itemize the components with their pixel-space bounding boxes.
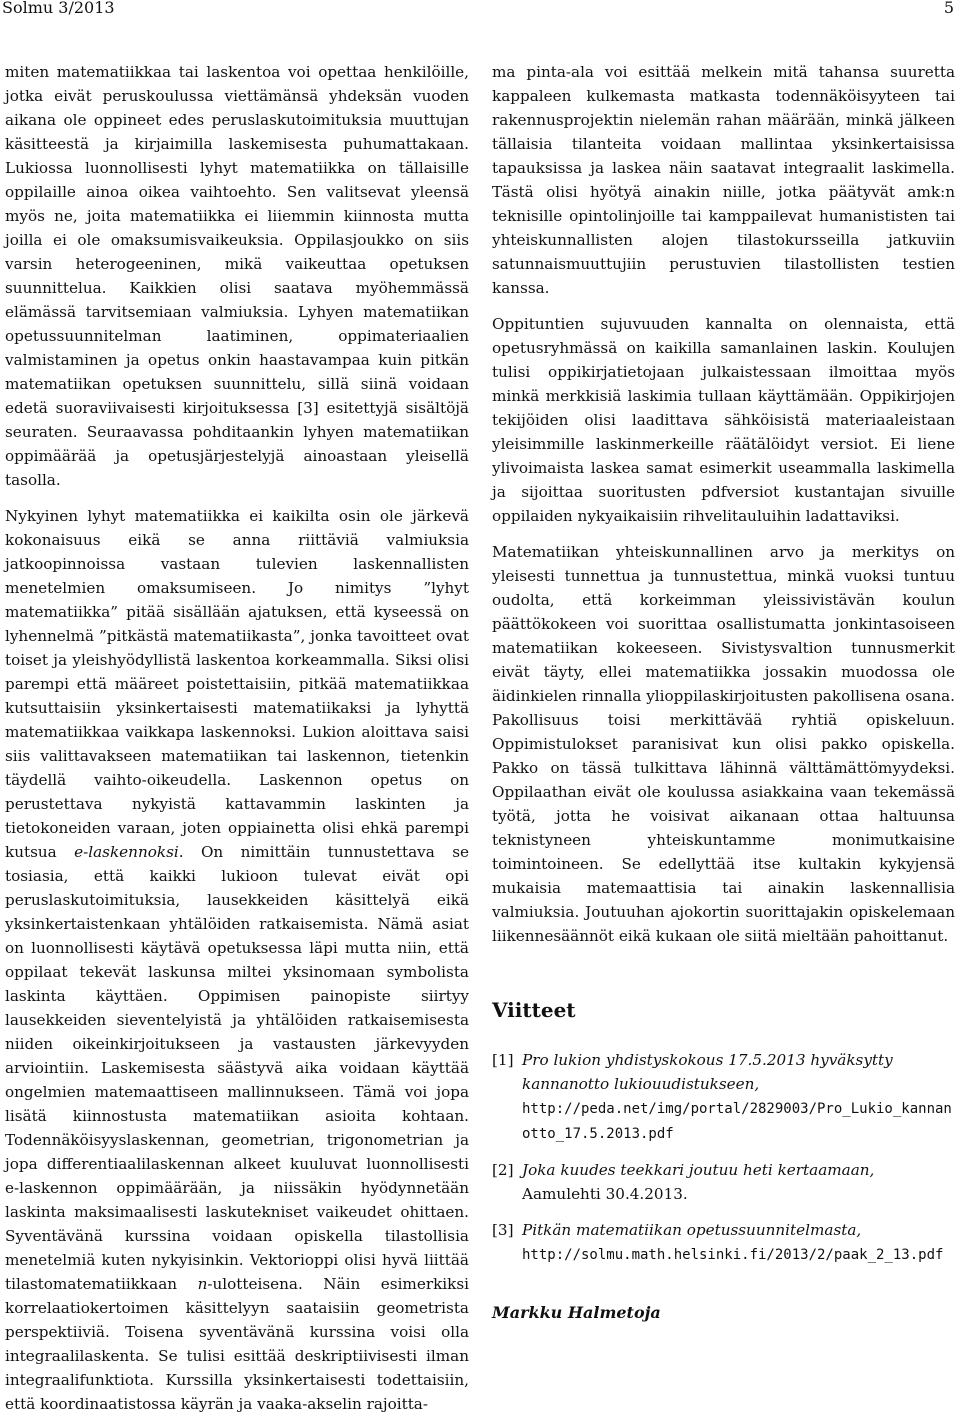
reference-number: [2] xyxy=(492,1161,514,1179)
math-variable: n xyxy=(197,1275,208,1293)
journal-issue: Solmu 3/2013 xyxy=(2,0,115,17)
paragraph: miten matematiikkaa tai laskentoa voi opettaa henkilöille, jotka eivät peruskoulussa viettämänsä yhdeksän vuoden aikana ole oppineet edes peruslaskutoimituksia muuttujan käsitteestä ja kirjaimilla laskemisesta puhumattakaan. Lukiossa luonnollisesti lyhyt matematiikka on tällaisille oppilaille ainoa oikea vaihtoehto. Sen valitsevat yleensä myös ne, joita matematiikka ei liiemmin kiinnosta mutta joilla ei ole omaksumisvaikeuksia. Oppilasjoukko on siis varsin heterogeeninen, mikä vaikeuttaa opetuksen suunnittelua. Kaikkien olisi saatava myöhemmässä elämässä tarvitsemiaan valmiuksia. Lyhyen matematiikan opetussuunnitelman laatiminen, oppimateriaalien valmistaminen ja opetus onkin haastavampaa kuin pitkän matematiikan opetuksen suunnittelu, sillä siinä voidaan edetä suoraviivaisesti kirjoituksessa [3] esitettyjä sisältöjä seuraten. Seuraavassa pohditaankin lyhyen matematiikan oppimäärää ja opetusjärjestelyjä ainoastaan yleisellä tasolla. xyxy=(5,63,469,489)
right-column xyxy=(492,60,955,1325)
page-header xyxy=(0,0,960,24)
page-number: 5 xyxy=(943,0,954,17)
paragraph-text: -ulotteisena. Näin esimerkiksi korrelaatiokertoimen käsittelyyn saataisiin geometrista perspektiiviä. Toisena syventävänä kurssina voisi olla integraalilaskenta. Se tulisi esittää deskriptiivisesti ilman integraalifunktiota. Kurssilla yksinkertaisesti todettaisiin, että koordinaatistossa käyrän ja vaaka-akselin rajoitta- xyxy=(5,1275,469,1413)
reference-url[interactable]: http://solmu.math.helsinki.fi/2013/2/paak_2_13.pdf xyxy=(522,1247,944,1263)
reference-url[interactable]: http://peda.net/img/portal/2829003/Pro_Lukio_kannanotto_17.5.2013.pdf xyxy=(522,1101,952,1142)
left-column xyxy=(5,60,469,1416)
paragraph xyxy=(5,504,469,1416)
reference-title: Pro lukion yhdistyskokous 17.5.2013 hyväksytty kannanotto lukiouudistukseen, xyxy=(522,1051,893,1093)
reference-title: Pitkän matematiikan opetussuunnitelmasta, xyxy=(522,1221,862,1239)
reference-text: Aamulehti 30.4.2013. xyxy=(522,1185,688,1203)
paragraph: Matematiikan yhteiskunnallinen arvo ja merkitys on yleisesti tunnettua ja tunnustettua, minkä vuoksi tuntuu oudolta, että korkeimman yleissivistävän koulun päättökokeen voi suorittaa osallistumatta jonkintasoiseen matematiikan kokeeseen. Sivistysvaltion tunnusmerkit eivät täyty, ellei matematiikka jossakin muodossa ole äidinkielen rinnalla ylioppilaskirjoitusten pakollisena osana. Pakollisuus toisi merkittävää ryhtiä opiskeluun. Oppimistulokset paranisivat kun olisi pakko opiskella. Pakko on tässä tulkittava lähinnä välttämättömyydeksi. Oppilaathan eivät ole koulussa asiakkaina vaan tekemässä työtä, jotta he voisivat aikanaan ottaa haltuunsa teknistyneen yhteiskuntamme monimutkaisine toimintoineen. Se edellyttää itse kultakin kykyjensä mukaisia matemaattisia tai ainakin laskennallisia valmiuksia. Joutuuhan ajokortin suorittajakin opiskelemaan liikennesäännöt eikä kukaan ole siitä mieltään pahoittanut. xyxy=(492,543,955,945)
paragraph: ma pinta-ala voi esittää melkein mitä tahansa suuretta kappaleen kulkemasta matkasta todennäköisyyteen tai rakennusprojektin nielemän rahan määrään, minkä jälkeen tällaisia tilanteita voidaan mallintaa yksinkertaisissa tapauksissa ja laskea näin saatavat integraalit laskimella. Tästä olisi hyötyä ainakin niille, jotka päätyvät amk:n teknisille opintolinjoille tai kamppailevat humanististen tai yhteiskunnallisten alojen tilastokursseilla jatkuviin satunnaismuuttujiin perustuvien tilastollisten testien kanssa. xyxy=(492,63,955,297)
reference-item xyxy=(492,1048,955,1146)
paragraph-text: . On nimittäin tunnustettava se tosiasia, että kaikki lukioon tulevat eivät opi peruslaskutoimituksia, lausekkeiden käsittelyä eikä yksinkertaistenkaan yhtälöiden ratkaisemista. Nämä asiat on luonnollisesti käytävä opetuksessa läpi mutta niin, että oppilaat tekevät laskunsa miltei yksinomaan symbolista laskinta käyttäen. Oppimisen painopiste siirtyy lausekkeiden sieventelyistä ja yhtälöiden ratkaisemisesta niiden oikeinkirjoitukseen ja vastausten järkevyyden arviointiin. Laskemisesta säästyvä aika voidaan käyttää ongelmien matemaattiseen mallinnukseen. Tämä voi jopa lisätä kiinnostusta matematiikan asioita kohtaan. Todennäköisyyslaskennan, geometrian, trigonometrian ja jopa differentiaalilaskennan alkeet kuuluvat luonnollisesti e-laskennon oppimäärään, ja niissäkin hyödynnetään laskinta maksimaalisesti laskutekniset vaikeudet ohittaen. Syventävänä kurssina voidaan opiskella tilastollisia menetelmiä kuten nykyisinkin. Vektorioppi olisi hyvä liittää tilastomatematiikkaan xyxy=(5,843,470,1293)
reference-number: [1] xyxy=(492,1051,514,1069)
reference-item xyxy=(492,1218,955,1267)
emphasis-term: e-laskennoksi xyxy=(74,843,179,861)
references-heading: Viitteet xyxy=(492,998,576,1022)
reference-number: [3] xyxy=(492,1221,514,1239)
paragraph-text: Nykyinen lyhyt matematiikka ei kaikilta osin ole järkevä kokonaisuus eikä se anna riittäviä valmiuksia jatkoopinnoissa vastaan tulevien laskennallisten menetelmien omaksumiseen. Jo nimitys ”lyhyt matematiikka” pitää sisällään ajatuksen, että kyseessä on lyhennelmä ”pitkästä matematiikasta”, jonka tavoitteet ovat toiset ja yleishyödyllistä laskentoa korkeammalla. Siksi olisi parempi että määreet poistettaisiin, pitkää matematiikkaa kutsuttaisiin yksinkertaisesti matematiikaksi ja lyhyttä matematiikkaa vaikkapa laskennoksi. Lukion aloittava saisi siis valittavakseen matematiikan tai laskennon, tietenkin täydellä vaihto-oikeudella. Laskennon opetus on perustettava nykyistä kattavammin laskinten ja tietokoneiden varaan, joten oppiainetta olisi ehkä parempi kutsua xyxy=(5,507,469,861)
reference-item xyxy=(492,1158,955,1206)
reference-title: Joka kuudes teekkari joutuu heti kertaamaan, xyxy=(522,1161,875,1179)
references-list xyxy=(492,1048,955,1267)
paragraph: Oppituntien sujuvuuden kannalta on olennaista, että opetusryhmässä on kaikilla samanlainen laskin. Koulujen tulisi oppikirjatietojaan julkaistessaan ilmoittaa myös minkä merkkisiä laskimia tullaan käyttämään. Oppikirjojen tekijöiden olisi laadittava sähköisistä materiaaleistaan yleisimmille laskinmerkeille räätälöidyt versiot. Ei liene ylivoimaista laskea samat esimerkit useammalla laskimella ja sijoittaa suoritusten pdfversiot kustantajan sivuille oppilaiden nykyaikaisiin rihvelitauluihin ladattaviksi. xyxy=(492,315,955,525)
author-signature: Markku Halmetoja xyxy=(492,1303,661,1322)
